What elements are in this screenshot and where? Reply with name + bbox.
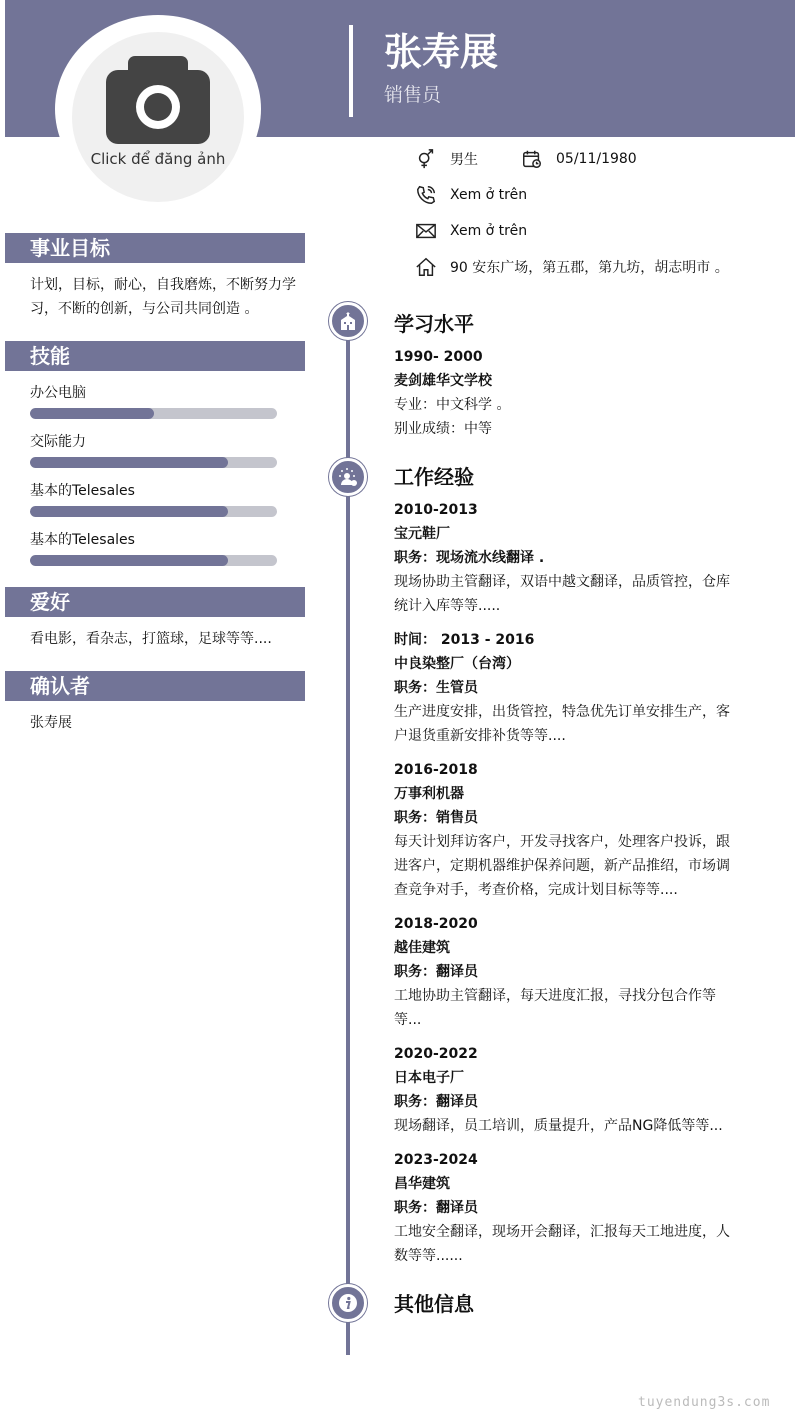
reference-text: 张寿展 — [30, 715, 72, 731]
objective-header — [5, 233, 305, 263]
experience-company: 越佳建筑 — [394, 940, 450, 956]
phone-row — [415, 183, 527, 207]
experience-company: 宝元鞋厂 — [394, 526, 450, 542]
experience-description: 生产进度安排，出货管控，特急优先订单安排生产，客户退货重新安排补货等等.... — [394, 704, 730, 744]
experience-description: 工地安全翻译，现场开会翻译，汇报每天工地进度，人数等等...... — [394, 1224, 730, 1264]
experience-role: 职务：翻译员 — [394, 964, 478, 980]
experience-company: 中良染整厂（台湾） — [394, 656, 520, 672]
skills-title: 技能 — [30, 344, 70, 368]
address-value: 90 安东广场，第五郡，第九坊，胡志明市 。 — [450, 260, 729, 276]
skill-bar — [30, 457, 277, 468]
experience-period: 2018-2020 — [394, 916, 478, 932]
experience-entry — [394, 912, 734, 1032]
experience-entry — [394, 1148, 734, 1268]
experience-entry — [394, 628, 734, 748]
experience-company: 万事利机器 — [394, 786, 464, 802]
experience-description: 每天计划拜访客户，开发寻找客户，处理客户投诉，跟进客户，定期机器维护保养问题，新产品推绍，市场调查竞争对手，考查价格，完成计划目标等等.... — [394, 834, 730, 898]
gender-value: 男生 — [450, 152, 478, 168]
objective-title: 事业目标 — [30, 236, 110, 260]
education-marker — [329, 302, 367, 340]
calendar-icon — [521, 148, 543, 170]
experience-entry — [394, 758, 734, 902]
photo-upload-caption[interactable]: Click để đăng ảnh — [90, 150, 226, 168]
hobbies-title: 爱好 — [30, 590, 70, 614]
header-divider — [349, 25, 353, 117]
experience-title: 工作经验 — [394, 465, 474, 489]
experience-company: 日本电子厂 — [394, 1070, 464, 1086]
candidate-job-title: 销售员 — [384, 84, 442, 106]
education-title: 学习水平 — [394, 312, 474, 336]
experience-period: 时间： 2013 - 2016 — [394, 632, 535, 648]
skill-label: 基本的Telesales — [30, 483, 135, 499]
experience-description: 现场协助主管翻译，双语中越文翻译，品质管控，仓库统计入库等等..... — [394, 574, 730, 614]
experience-marker — [329, 458, 367, 496]
skill-label: 办公电脑 — [30, 385, 86, 401]
experience-period: 2020-2022 — [394, 1046, 478, 1062]
objective-text: 计划，目标，耐心，自我磨炼，不断努力学习，不断的创新，与公司共同创造 。 — [30, 277, 296, 317]
skill-bar — [30, 555, 277, 566]
skill-bar — [30, 506, 277, 517]
home-icon — [415, 256, 437, 278]
info-icon — [338, 1293, 358, 1313]
skill-bar-fill — [30, 506, 228, 517]
experience-description: 工地协助主管翻译，每天进度汇报，寻找分包合作等等... — [394, 988, 716, 1028]
gender-icon — [415, 148, 437, 170]
skill-bar — [30, 408, 277, 419]
other-info-title: 其他信息 — [394, 1292, 474, 1316]
experience-role: 职务：销售员 — [394, 810, 478, 826]
experience-role: 职务：翻译员 — [394, 1200, 478, 1216]
reference-title: 确认者 — [30, 674, 90, 698]
envelope-icon — [415, 220, 437, 242]
employee-icon — [338, 467, 358, 487]
experience-period: 2023-2024 — [394, 1152, 478, 1168]
other-info-marker — [329, 1284, 367, 1322]
education-school: 麦剑雄华文学校 — [394, 373, 492, 389]
education-major: 专业：中文科学 。 — [394, 397, 511, 413]
phone-icon — [415, 184, 437, 206]
experience-period: 2016-2018 — [394, 762, 478, 778]
hobbies-text: 看电影，看杂志，打篮球，足球等等.... — [30, 631, 272, 647]
experience-company: 昌华建筑 — [394, 1176, 450, 1192]
skill-label: 基本的Telesales — [30, 532, 135, 548]
skill-bar-fill — [30, 408, 154, 419]
experience-role: 职务：现场流水线翻译 . — [394, 550, 545, 566]
skill-label: 交际能力 — [30, 434, 86, 450]
skill-bar-fill — [30, 555, 228, 566]
school-icon — [338, 311, 358, 331]
watermark: tuyendung3s.com — [638, 1395, 771, 1410]
skills-header — [5, 341, 305, 371]
experience-role: 职务：生管员 — [394, 680, 478, 696]
email-value: Xem ở trên — [450, 223, 528, 239]
reference-header — [5, 671, 305, 701]
phone-value: Xem ở trên — [450, 187, 528, 203]
candidate-name: 张寿展 — [384, 30, 499, 74]
experience-role: 职务：翻译员 — [394, 1094, 478, 1110]
education-period: 1990- 2000 — [394, 349, 483, 365]
experience-entry — [394, 1042, 734, 1138]
birthday-value: 05/11/1980 — [556, 151, 637, 167]
education-entry — [394, 345, 734, 441]
experience-entry — [394, 498, 734, 618]
gender-row — [415, 147, 478, 171]
email-row — [415, 219, 527, 243]
camera-icon[interactable] — [106, 54, 210, 146]
birthday-row — [521, 147, 637, 171]
skill-bar-fill — [30, 457, 228, 468]
hobbies-header — [5, 587, 305, 617]
experience-description: 现场翻译，员工培训，质量提升，产品NG降低等等... — [394, 1118, 723, 1134]
experience-period: 2010-2013 — [394, 502, 478, 518]
education-grade: 别业成绩：中等 — [394, 421, 492, 437]
address-row — [415, 255, 729, 279]
